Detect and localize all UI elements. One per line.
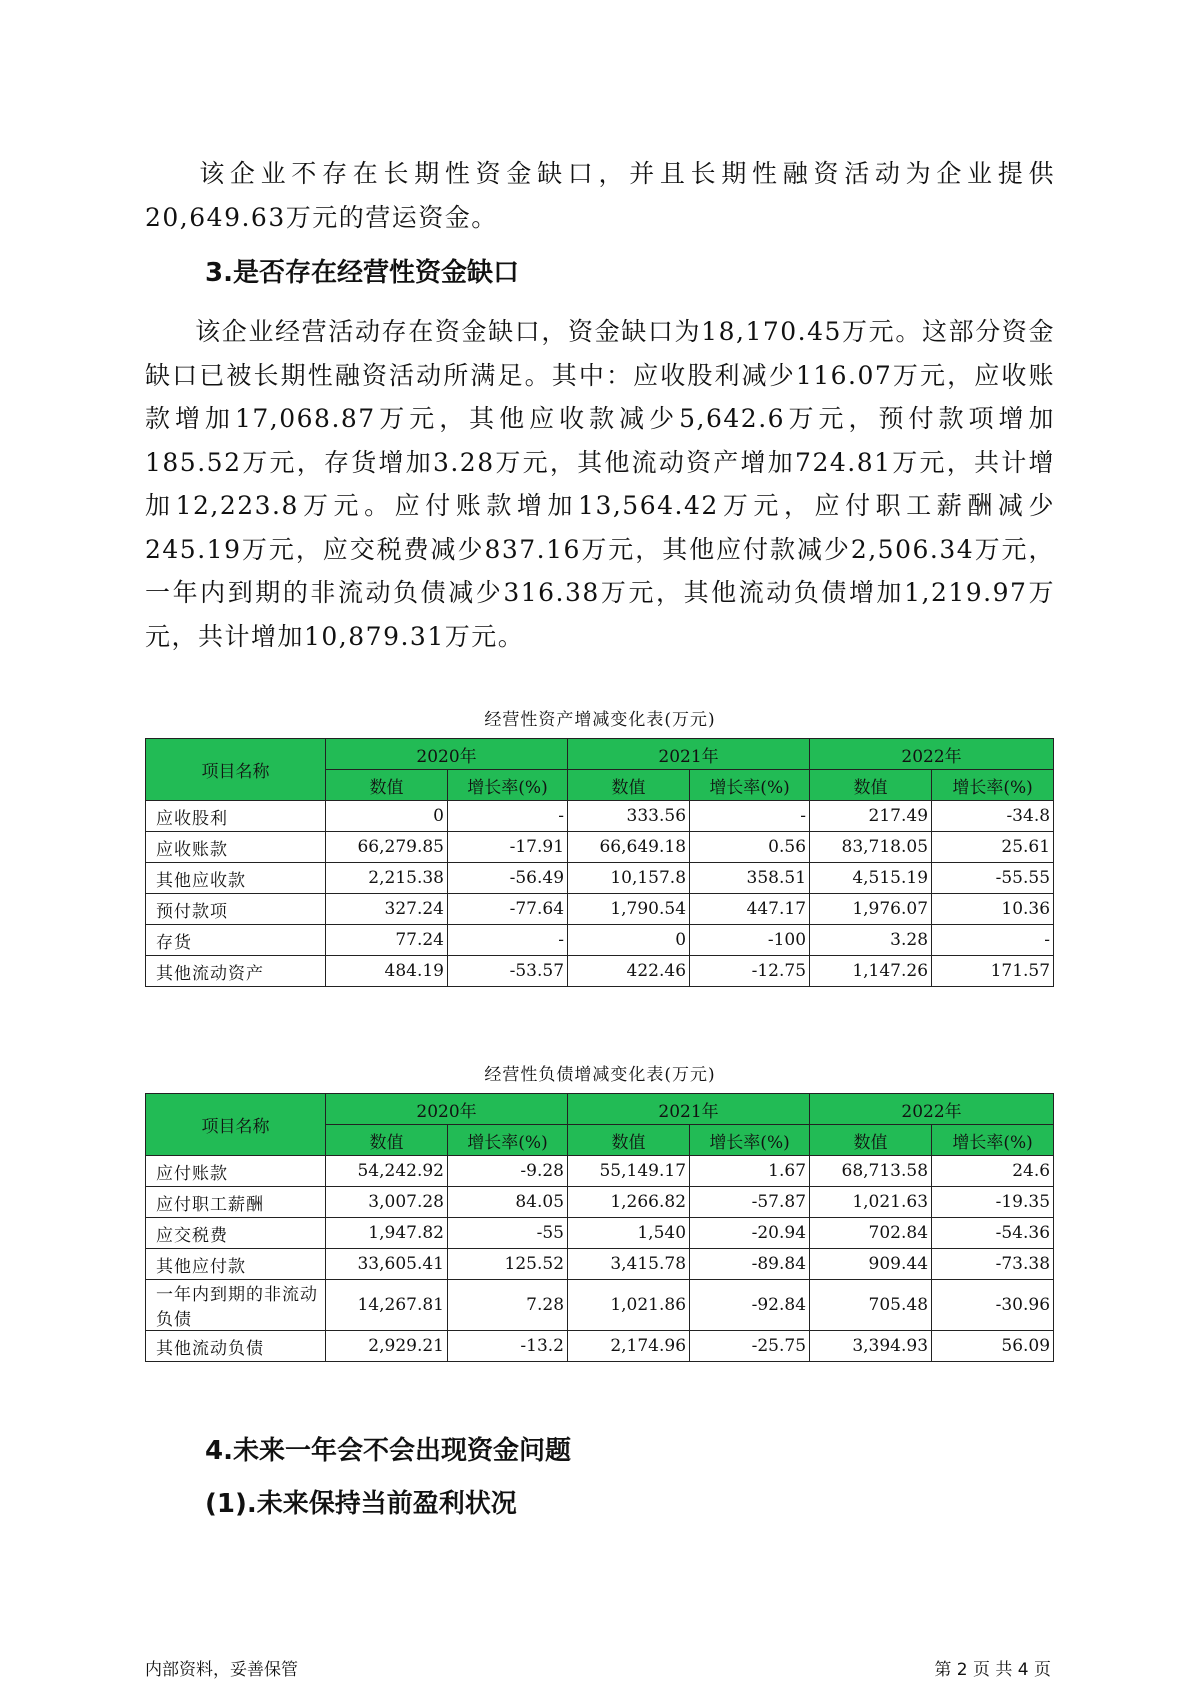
cell-value: 68,713.58: [810, 1156, 932, 1187]
operating-liabilities-table: [145, 1093, 1054, 1362]
table-row: [146, 1249, 1054, 1280]
cell-growth-rate: -: [690, 801, 810, 832]
header-year: 2022年: [810, 1094, 1054, 1125]
cell-growth-rate: 358.51: [690, 863, 810, 894]
header-year: 2022年: [810, 739, 1054, 770]
cell-value: 1,147.26: [810, 956, 932, 987]
cell-growth-rate: -54.36: [932, 1218, 1054, 1249]
cell-growth-rate: -: [448, 925, 568, 956]
cell-value: 3.28: [810, 925, 932, 956]
cell-value: 702.84: [810, 1218, 932, 1249]
cell-growth-rate: 0.56: [690, 832, 810, 863]
cell-value: 77.24: [326, 925, 448, 956]
cell-value: 1,976.07: [810, 894, 932, 925]
row-item-name: 其他应付款: [146, 1249, 326, 1280]
cell-growth-rate: 10.36: [932, 894, 1054, 925]
table-row: [146, 1187, 1054, 1218]
cell-growth-rate: -17.91: [448, 832, 568, 863]
table-row: [146, 1331, 1054, 1362]
cell-value: 33,605.41: [326, 1249, 448, 1280]
cell-value: 333.56: [568, 801, 690, 832]
cell-growth-rate: 7.28: [448, 1280, 568, 1331]
cell-growth-rate: -73.38: [932, 1249, 1054, 1280]
header-value: 数值: [810, 1125, 932, 1156]
cell-growth-rate: 56.09: [932, 1331, 1054, 1362]
cell-growth-rate: -25.75: [690, 1331, 810, 1362]
header-rate: 增长率(%): [690, 1125, 810, 1156]
row-item-name: 其他应收款: [146, 863, 326, 894]
table-row: [146, 1156, 1054, 1187]
table-header: [146, 739, 1054, 801]
cell-growth-rate: -: [448, 801, 568, 832]
cell-growth-rate: -56.49: [448, 863, 568, 894]
header-rate: 增长率(%): [690, 770, 810, 801]
table-row: [146, 925, 1054, 956]
cell-value: 54,242.92: [326, 1156, 448, 1187]
header-value: 数值: [326, 770, 448, 801]
cell-growth-rate: 125.52: [448, 1249, 568, 1280]
cell-value: 2,215.38: [326, 863, 448, 894]
row-item-name: 预付款项: [146, 894, 326, 925]
cell-growth-rate: -57.87: [690, 1187, 810, 1218]
paragraph-long-term-financing: [145, 152, 1055, 239]
cell-value: 1,021.86: [568, 1280, 690, 1331]
header-year: 2021年: [568, 739, 810, 770]
cell-value: 1,266.82: [568, 1187, 690, 1218]
cell-growth-rate: -34.8: [932, 801, 1054, 832]
cell-growth-rate: 171.57: [932, 956, 1054, 987]
cell-value: 909.44: [810, 1249, 932, 1280]
subsection-heading-4-1: (1).未来保持当前盈利状况: [205, 1489, 517, 1519]
cell-growth-rate: -20.94: [690, 1218, 810, 1249]
table-caption-liabilities: 经营性负债增减变化表(万元): [484, 1065, 716, 1085]
cell-growth-rate: -: [932, 925, 1054, 956]
section-heading-4: 4.未来一年会不会出现资金问题: [205, 1436, 571, 1466]
row-item-name: 应付职工薪酬: [146, 1187, 326, 1218]
footer-page-number: 第 2 页 共 4 页: [934, 1660, 1051, 1680]
operating-assets-table: [145, 738, 1054, 987]
header-value: 数值: [810, 770, 932, 801]
row-item-name: 应付账款: [146, 1156, 326, 1187]
row-item-name: 应收账款: [146, 832, 326, 863]
header-rate: 增长率(%): [448, 1125, 568, 1156]
table-row: [146, 1280, 1054, 1331]
cell-growth-rate: -53.57: [448, 956, 568, 987]
header-rate: 增长率(%): [932, 1125, 1054, 1156]
cell-value: 14,267.81: [326, 1280, 448, 1331]
header-item-name: 项目名称: [146, 739, 326, 801]
header-value: 数值: [568, 1125, 690, 1156]
header-value: 数值: [326, 1125, 448, 1156]
cell-growth-rate: -55: [448, 1218, 568, 1249]
header-rate: 增长率(%): [932, 770, 1054, 801]
cell-value: 2,174.96: [568, 1331, 690, 1362]
cell-value: 3,007.28: [326, 1187, 448, 1218]
cell-value: 0: [568, 925, 690, 956]
cell-value: 83,718.05: [810, 832, 932, 863]
table-row: [146, 801, 1054, 832]
table-row: [146, 894, 1054, 925]
header-value: 数值: [568, 770, 690, 801]
cell-value: 1,790.54: [568, 894, 690, 925]
cell-growth-rate: -19.35: [932, 1187, 1054, 1218]
table-row: [146, 863, 1054, 894]
cell-value: 327.24: [326, 894, 448, 925]
cell-growth-rate: 84.05: [448, 1187, 568, 1218]
table-body: [146, 1156, 1054, 1362]
table-row: [146, 832, 1054, 863]
cell-growth-rate: -89.84: [690, 1249, 810, 1280]
table-row: [146, 956, 1054, 987]
section-heading-3: 3.是否存在经营性资金缺口: [205, 258, 519, 288]
cell-value: 3,394.93: [810, 1331, 932, 1362]
cell-value: 1,021.63: [810, 1187, 932, 1218]
cell-value: 1,540: [568, 1218, 690, 1249]
paragraph-long-term-financing-text: 该企业不存在长期性资金缺口，并且长期性融资活动为企业提供20,649.63万元的营运资金。: [145, 159, 1055, 232]
cell-growth-rate: -13.2: [448, 1331, 568, 1362]
table-header: [146, 1094, 1054, 1156]
cell-growth-rate: 1.67: [690, 1156, 810, 1187]
cell-growth-rate: 447.17: [690, 894, 810, 925]
row-item-name: 存货: [146, 925, 326, 956]
row-item-name: 应交税费: [146, 1218, 326, 1249]
cell-value: 66,649.18: [568, 832, 690, 863]
paragraph-operating-gap-text: 该企业经营活动存在资金缺口，资金缺口为18,170.45万元。这部分资金缺口已被长期性融资活动所满足。其中：应收股利减少116.07万元，应收账款增加17,068.87万元，其他应收款减少5,642.6万元，预付款项增加185.52万元，存货增加3.28万元，其他流动资产增加724.81万元，共计增加12,223.8万元。应付账款增加13,564.42万元，应付职工薪酬减少245.19万元，应交税费减少837.16万元，其他应付款减少2,506.34万元，一年内到期的非流动负债减少316.38万元，其他流动负债增加1,219.97万元，共计增加10,879.31万元。: [145, 317, 1056, 651]
cell-value: 55,149.17: [568, 1156, 690, 1187]
paragraph-operating-gap: [145, 310, 1055, 658]
header-rate: 增长率(%): [448, 770, 568, 801]
row-item-name: 其他流动负债: [146, 1331, 326, 1362]
cell-value: 3,415.78: [568, 1249, 690, 1280]
cell-growth-rate: -12.75: [690, 956, 810, 987]
header-year: 2021年: [568, 1094, 810, 1125]
header-year: 2020年: [326, 739, 568, 770]
row-item-name: 其他流动资产: [146, 956, 326, 987]
footer-confidential-note: 内部资料，妥善保管: [145, 1660, 298, 1680]
cell-growth-rate: -92.84: [690, 1280, 810, 1331]
cell-value: 705.48: [810, 1280, 932, 1331]
table-row: [146, 1218, 1054, 1249]
cell-growth-rate: -30.96: [932, 1280, 1054, 1331]
cell-value: 66,279.85: [326, 832, 448, 863]
cell-value: 217.49: [810, 801, 932, 832]
cell-growth-rate: 25.61: [932, 832, 1054, 863]
cell-growth-rate: -100: [690, 925, 810, 956]
cell-growth-rate: -55.55: [932, 863, 1054, 894]
header-year: 2020年: [326, 1094, 568, 1125]
cell-value: 10,157.8: [568, 863, 690, 894]
cell-value: 422.46: [568, 956, 690, 987]
header-item-name: 项目名称: [146, 1094, 326, 1156]
table-caption-assets: 经营性资产增减变化表(万元): [484, 710, 716, 730]
cell-growth-rate: -77.64: [448, 894, 568, 925]
cell-growth-rate: -9.28: [448, 1156, 568, 1187]
cell-value: 484.19: [326, 956, 448, 987]
cell-value: 1,947.82: [326, 1218, 448, 1249]
row-item-name: 一年内到期的非流动负债: [146, 1280, 326, 1331]
table-body: [146, 801, 1054, 987]
cell-value: 0: [326, 801, 448, 832]
cell-growth-rate: 24.6: [932, 1156, 1054, 1187]
cell-value: 4,515.19: [810, 863, 932, 894]
cell-value: 2,929.21: [326, 1331, 448, 1362]
row-item-name: 应收股利: [146, 801, 326, 832]
